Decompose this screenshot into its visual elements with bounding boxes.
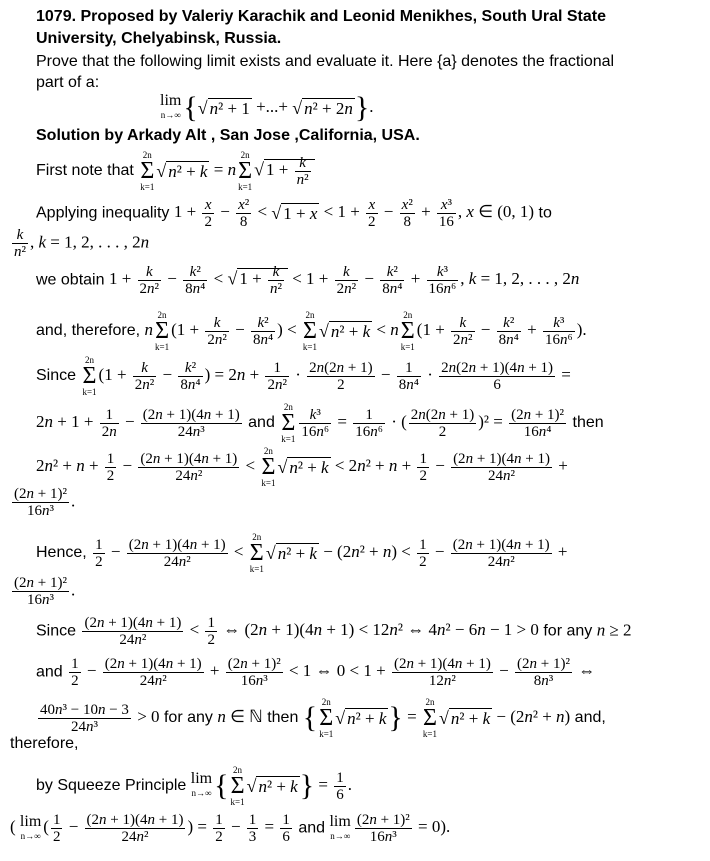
solution-line-1: First note that 2n Σ k=1 √ n² + k = n 2n Σ k=1 √ 1 + $\frac{k}{\text{n²}}$ bbox=[36, 150, 315, 192]
solution-line-12: Since $\frac{(2n + 1)(4n + 1)}{\text{24n²}}$ < $\frac{1}{2}$ ⇔ (2n + 1)(4n + 1) < 12n² ⇔ 4n² − 6n − 1 > 0 for any n ≥ 2 bbox=[36, 615, 632, 648]
solution-line-9: $\frac{\text{(2n + 1)²}}{\text{16n³}}$ . bbox=[14, 486, 76, 519]
solution-line-11: $\frac{\text{(2n + 1)²}}{\text{16n³}}$ . bbox=[14, 575, 76, 608]
limit-expression: lim n→∞ {√ n² + 1 +...+ √ n² + 2n}. bbox=[160, 91, 374, 124]
solution-line-10: Hence, $\frac{1}{2}$ − $\frac{(2n + 1)(4n + 1)}{\text{24n²}}$ < 2n Σ k=1 √ n² + k − (2n² + n) < $\frac{1}{2}$ − $\frac{(2n + 1)(4n + 1)}{\text{24n²}}$ + bbox=[36, 532, 568, 574]
solution-line-14: $\frac{\text{40n³ − 10n − 3}}{\text{24n³}}$ > 0 for any n ∈ ℕ then { 2n Σ k=1 √ n² + k} = 2n Σ k=1 √ n² + k − (2n² + n) and, bbox=[40, 697, 606, 739]
problem-statement-1: Prove that the following limit exists and evaluate it. Here {a} denotes the fractional bbox=[36, 53, 615, 70]
solution-line-7: 2n + 1 + $\frac{1}{2n}$ − $\frac{(2n + 1)(4n + 1)}{\text{24n³}}$ and 2n Σ k=1 $\frac{\text{k³}}{\text{16n⁶}}$ = $\frac{1}{\text{16n⁶}}$ · ( $\frac{2n(2n + 1)}{2}$ )² = $\frac{\text{(2n + 1)²}}{\text{16n⁴}}$ then bbox=[36, 402, 604, 444]
solution-line-3: $\frac{k}{\text{n²}}$ , k = 1, 2, . . . , 2n bbox=[14, 227, 150, 260]
solution-line-4: we obtain 1 + $\frac{k}{\text{2n²}}$ − $\frac{\text{k²}}{\text{8n⁴}}$ < √ 1 + $\frac{k}{\text{n²}}$ < 1 + $\frac{k}{\text{2n²}}$ − $\frac{\text{k²}}{\text{8n⁴}}$ + $\frac{\text{k³}}{\text{16n⁶}}$ , k = 1, 2, . . . , 2n bbox=[36, 264, 580, 297]
solution-line-6: Since 2n Σ k=1 (1 + $\frac{k}{\text{2n²}}$ − $\frac{\text{k²}}{\text{8n⁴}}$ ) = 2n + $\frac{1}{\text{2n²}}$ · $\frac{2n(2n + 1)}{2}$ − $\frac{1}{\text{8n⁴}}$ · $\frac{2n(2n + 1)(4n + 1)}{6}$ = bbox=[36, 355, 571, 397]
solution-line-5: and, therefore, n 2n Σ k=1 (1 + $\frac{k}{\text{2n²}}$ − $\frac{\text{k²}}{\text{8n⁴}}$ ) < 2n Σ k=1 √ n² + k < n 2n Σ k=1 (1 + $\frac{k}{\text{2n²}}$ − $\frac{\text{k²}}{\text{8n⁴}}$ + $\frac{\text{k³}}{\text{16n⁶}}$ ). bbox=[36, 310, 587, 352]
solution-line-15: therefore, bbox=[10, 735, 79, 752]
solution-line-13: and $\frac{1}{2}$ − $\frac{(2n + 1)(4n + 1)}{\text{24n²}}$ + $\frac{\text{(2n + 1)²}}{\text{16n³}}$ < 1 ⇔ 0 < 1 + $\frac{(2n + 1)(4n + 1)}{\text{12n²}}$ − $\frac{\text{(2n + 1)²}}{\text{8n³}}$ ⇔ bbox=[36, 656, 596, 689]
problem-statement-2: part of a: bbox=[36, 74, 100, 91]
problem-header bbox=[36, 7, 606, 27]
problem-affiliation: University, Chelyabinsk, Russia. bbox=[36, 30, 282, 47]
problem-proposer: Proposed by Valeriy Karachik and Leonid Menikhes, South Ural State bbox=[80, 8, 606, 25]
solution-line-2: Applying inequality 1 + $\frac{x}{2}$ − $\frac{\text{x²}}{8}$ < √ 1 + x < 1 + $\frac{x}{2}$ − $\frac{\text{x²}}{8}$ + $\frac{\text{x³}}{16}$ , x ∈ (0, 1) to bbox=[36, 197, 552, 230]
solution-heading: Solution by Arkady Alt , San Jose ,California, USA. bbox=[36, 127, 420, 144]
solution-line-16: by Squeeze Principle lim n→∞ { 2n Σ k=1 √ n² + k} = $\frac{1}{6}$ . bbox=[36, 765, 352, 807]
solution-line-17: ( lim n→∞ ( $\frac{1}{2}$ − $\frac{(2n + 1)(4n + 1)}{\text{24n²}}$ ) = $\frac{1}{2}$ − $\frac{1}{3}$ = $\frac{1}{6}$ and lim n→∞ $\frac{\text{(2n + 1)²}}{\text{16n³}}$ = 0). bbox=[10, 812, 451, 845]
solution-line-8: 2n² + n + $\frac{1}{2}$ − $\frac{(2n + 1)(4n + 1)}{\text{24n²}}$ < 2n Σ k=1 √ n² + k < 2n² + n + $\frac{1}{2}$ − $\frac{(2n + 1)(4n + 1)}{\text{24n²}}$ + bbox=[36, 446, 568, 488]
problem-number: 1079. bbox=[36, 8, 77, 25]
